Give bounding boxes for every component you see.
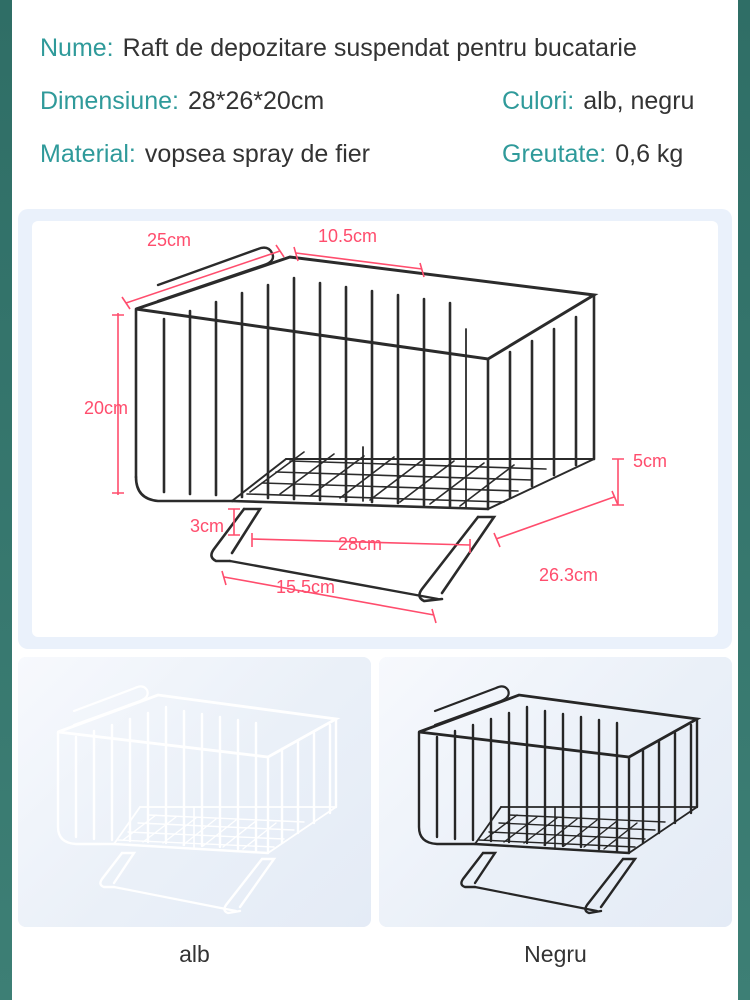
- spec-label-dimension: Dimensiune:: [40, 87, 179, 115]
- spec-value-name: Raft de depozitare suspendat pentru bucatarie: [122, 34, 637, 62]
- dimension-diagram-panel: [18, 209, 732, 649]
- variant-panel-white[interactable]: [18, 657, 371, 927]
- caption-cell-white: [18, 927, 371, 968]
- spec-cell-material: [40, 140, 502, 169]
- spec-value-dimension: 28*26*20cm: [187, 87, 325, 115]
- dim-label-15-5cm: 15.5cm: [276, 577, 336, 597]
- basket-dimension-drawing: [18, 209, 732, 649]
- spec-cell-dimension: [40, 87, 502, 116]
- spec-label-name: Nume:: [40, 34, 114, 62]
- caption-cell-black: [379, 927, 732, 968]
- spec-row-name: [40, 34, 738, 63]
- spec-value-weight: 0,6 kg: [615, 140, 684, 168]
- spec-value-material: vopsea spray de fier: [144, 140, 370, 168]
- variant-panel-black[interactable]: [379, 657, 732, 927]
- spec-label-colors: Culori:: [502, 87, 575, 115]
- spec-row-dimension: [40, 87, 738, 116]
- dimension-labels: [84, 226, 667, 597]
- dim-label-28cm: 28cm: [338, 534, 383, 554]
- spec-cell-weight: [502, 140, 683, 169]
- dim-label-25cm: 25cm: [147, 230, 192, 250]
- left-edge-strip: [0, 0, 12, 1000]
- spec-label-material: Material:: [40, 140, 136, 168]
- white-basket-image: [18, 657, 371, 927]
- variant-panels: [18, 657, 732, 927]
- specification-block: [12, 0, 738, 203]
- product-spec-page: [12, 0, 738, 1000]
- dim-label-5cm: 5cm: [633, 451, 668, 471]
- dim-label-26-3cm: 26.3cm: [539, 565, 599, 585]
- dim-label-10-5cm: 10.5cm: [318, 226, 378, 246]
- variant-caption-white: alb: [179, 941, 210, 967]
- spec-cell-name: [40, 34, 637, 63]
- spec-cell-colors: [502, 87, 694, 116]
- variant-captions: [18, 927, 732, 968]
- spec-label-weight: Greutate:: [502, 140, 607, 168]
- right-edge-strip: [738, 0, 750, 1000]
- black-basket-image: [379, 657, 732, 927]
- spec-row-material: [40, 140, 738, 169]
- spec-value-colors: alb, negru: [583, 87, 695, 115]
- dim-label-3cm: 3cm: [190, 516, 225, 536]
- dim-label-20cm: 20cm: [84, 398, 129, 418]
- variant-caption-black: Negru: [524, 941, 587, 967]
